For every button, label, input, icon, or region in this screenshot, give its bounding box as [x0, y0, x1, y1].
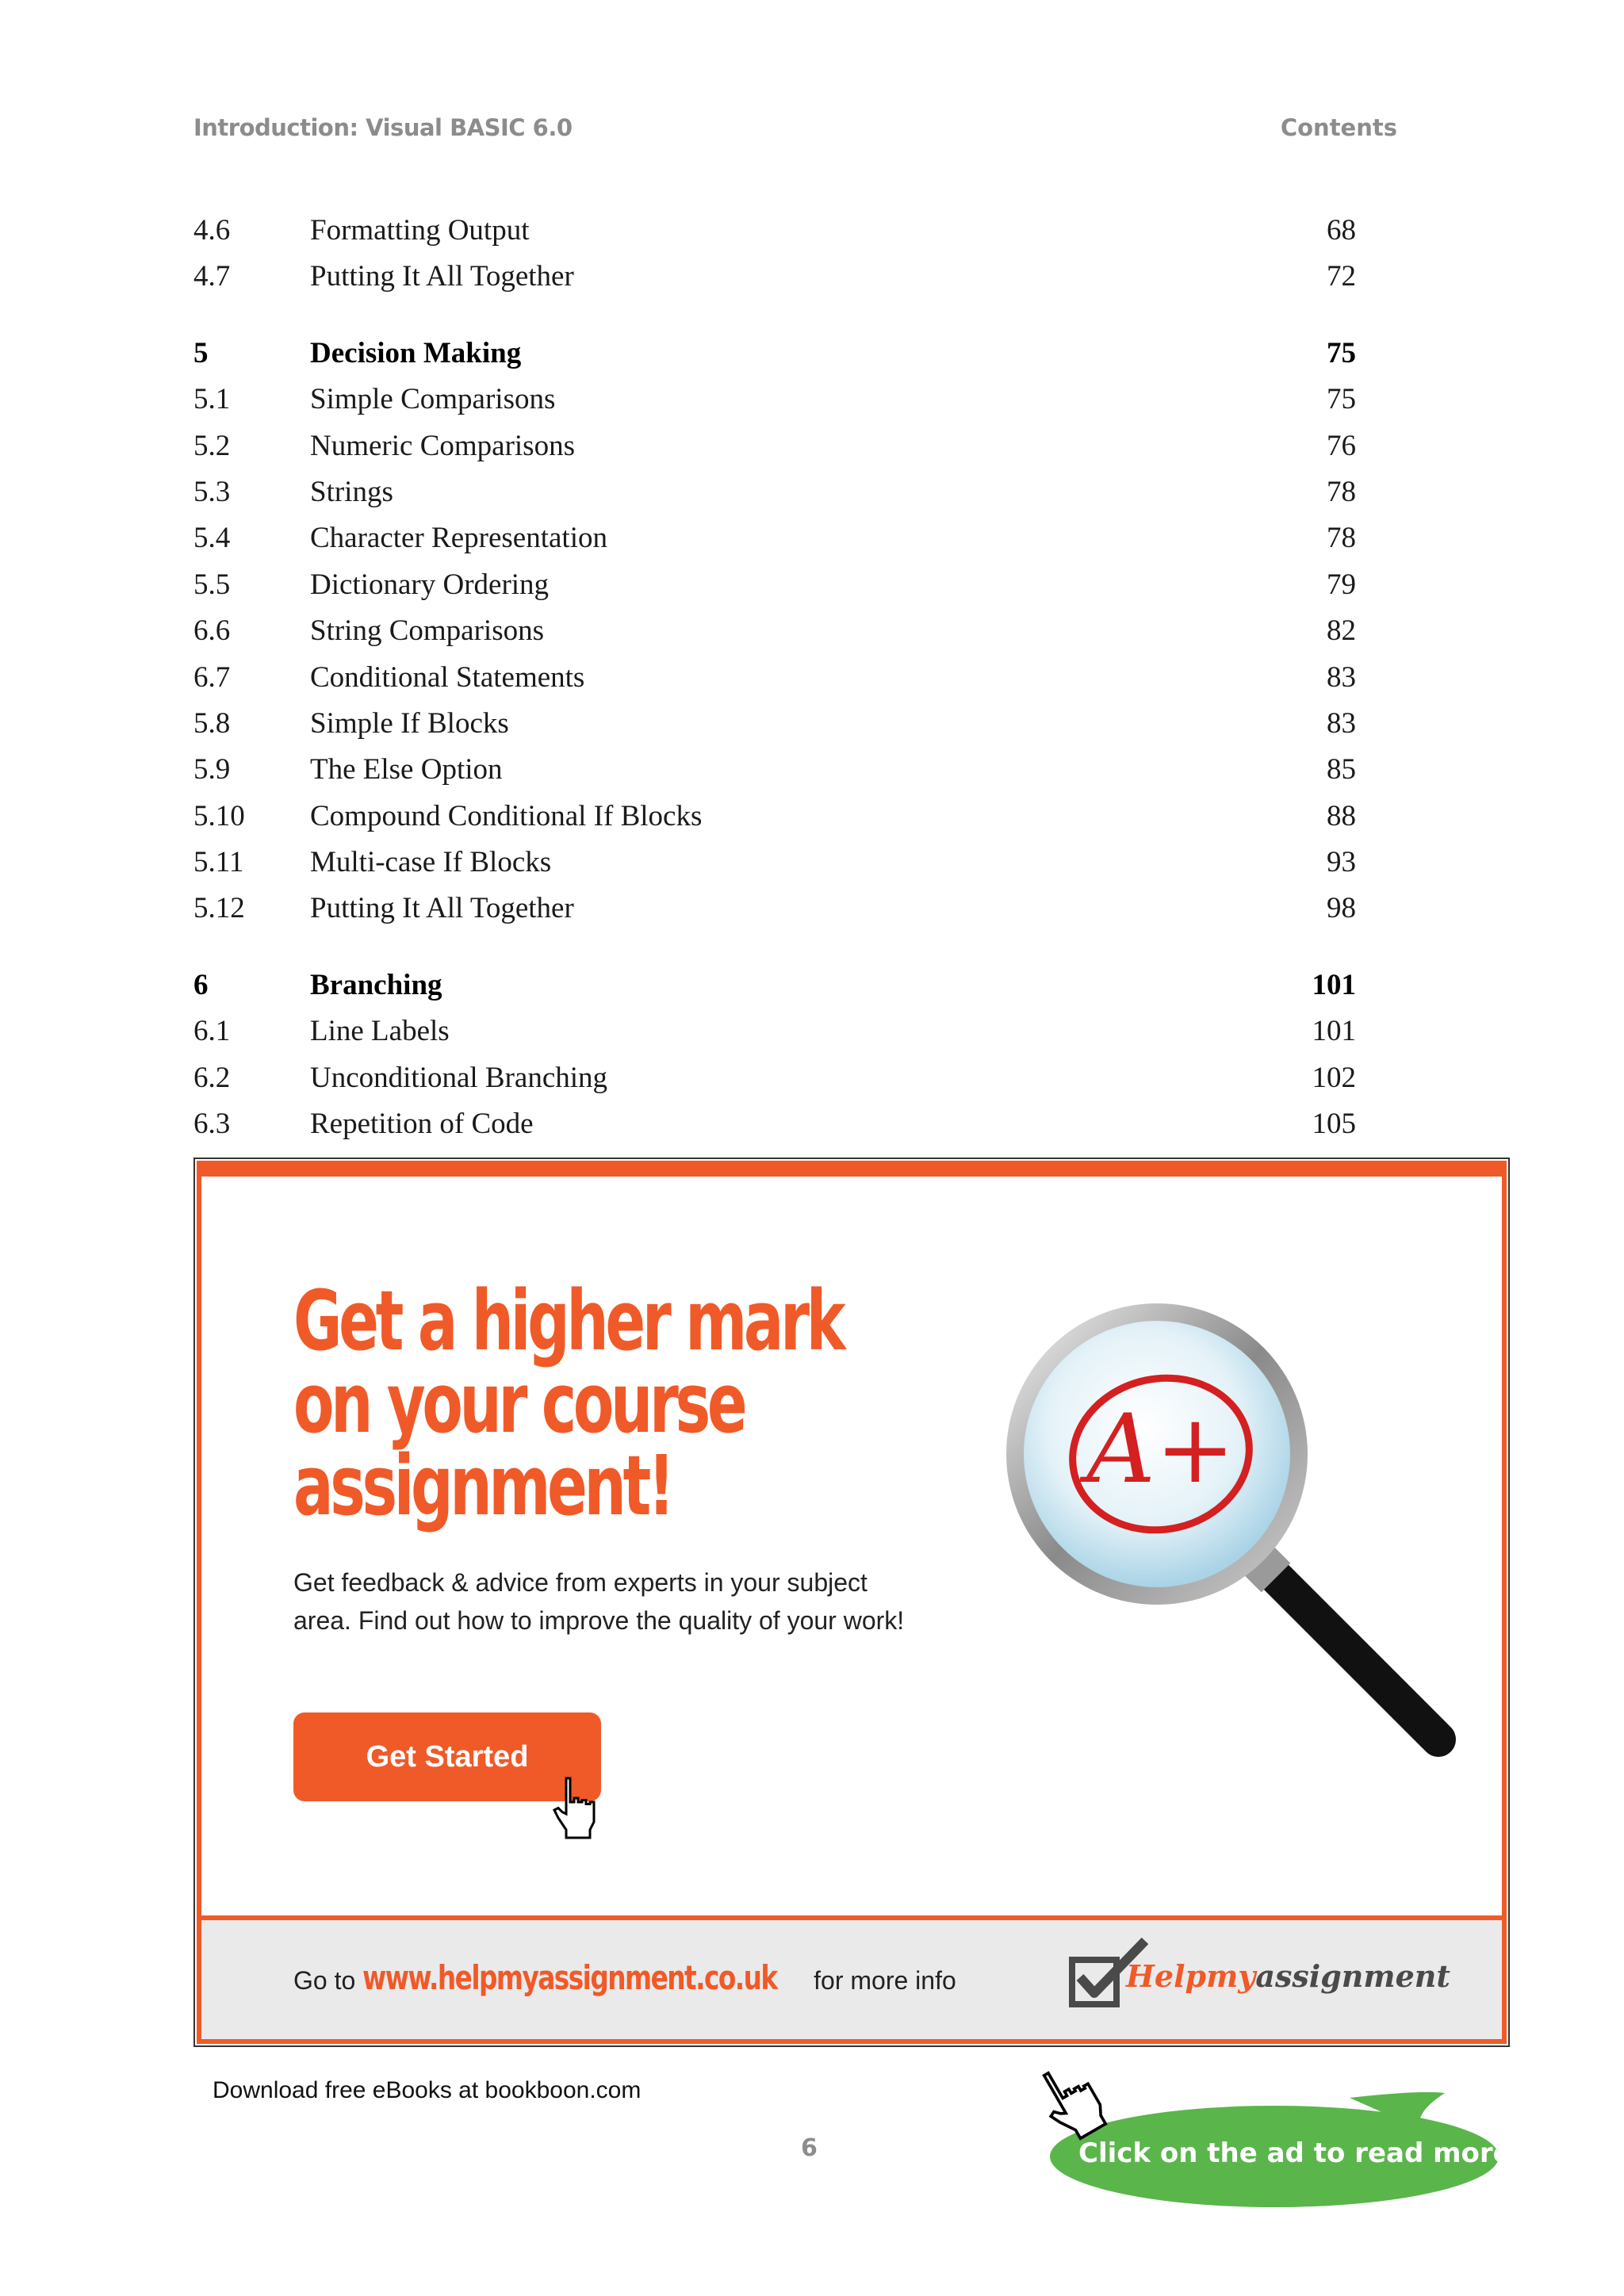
download-link[interactable]: Download free eBooks at bookboon.com — [213, 2077, 642, 2103]
toc-row[interactable] — [193, 886, 1356, 932]
magnifying-glass-icon — [998, 1295, 1466, 1771]
toc-row[interactable] — [193, 840, 1356, 886]
toc-page: 83 — [1327, 706, 1356, 740]
toc-number: 6.1 — [193, 1015, 231, 1048]
get-started-button[interactable]: Get Started — [293, 1712, 601, 1801]
grade-label: A+ — [1086, 1395, 1235, 1505]
footer-suffix: for more info — [814, 1966, 956, 1995]
ad-frame[interactable] — [197, 1161, 1507, 2044]
toc-title: Multi-case If Blocks — [310, 846, 552, 879]
toc-page: 68 — [1327, 214, 1356, 247]
toc-number: 5.4 — [193, 522, 231, 555]
ad-subtext-line: Get feedback & advice from experts in your subject — [293, 1568, 868, 1597]
toc-row[interactable] — [193, 1055, 1356, 1101]
toc-page: 82 — [1327, 614, 1356, 648]
toc-number: 6.6 — [193, 614, 231, 648]
toc-title: Putting It All Together — [310, 892, 574, 925]
toc-page: 79 — [1327, 568, 1356, 601]
toc-page: 101 — [1312, 968, 1356, 1001]
toc-page: 105 — [1312, 1108, 1356, 1141]
hand-cursor-icon — [550, 1774, 606, 1846]
ad-headline — [293, 1272, 843, 1534]
toc-title: Unconditional Branching — [310, 1061, 608, 1094]
toc-number: 5.2 — [193, 429, 231, 462]
toc-number: 6.2 — [193, 1061, 231, 1094]
book-title: Introduction: Visual BASIC 6.0 — [193, 114, 573, 141]
toc-row[interactable] — [193, 794, 1356, 840]
toc-title: Simple Comparisons — [310, 383, 556, 416]
toc-row[interactable] — [193, 423, 1356, 469]
toc-row[interactable] — [193, 254, 1356, 300]
toc-page: 101 — [1312, 1015, 1356, 1048]
toc-row[interactable] — [193, 1008, 1356, 1054]
toc-title: Line Labels — [310, 1015, 450, 1048]
helpmyassignment-link[interactable]: www.helpmyassignment.co.uk — [362, 1958, 777, 1997]
toc-title: Branching — [310, 968, 442, 1001]
toc-title: Decision Making — [310, 336, 522, 369]
toc-chapter-row[interactable] — [193, 331, 1356, 377]
brand-name — [1126, 1958, 1450, 1994]
toc-title: Strings — [310, 475, 393, 508]
ad-headline-line: on your course — [293, 1355, 745, 1452]
toc-page: 83 — [1327, 660, 1356, 694]
toc-page: 75 — [1327, 336, 1356, 369]
brand-name-part: Helpmy — [1126, 1958, 1256, 1994]
toc-number: 5 — [193, 336, 209, 369]
toc-title: Putting It All Together — [310, 260, 574, 293]
advertisement[interactable] — [193, 1158, 1510, 2047]
toc-title: Dictionary Ordering — [310, 568, 550, 601]
toc-page: 88 — [1327, 799, 1356, 832]
toc-number: 5.9 — [193, 753, 231, 786]
section-label: Contents — [1280, 114, 1397, 141]
page-number: 6 — [801, 2134, 818, 2162]
ad-subtext — [293, 1563, 1007, 1640]
brand-name-part: assignment — [1255, 1958, 1450, 1994]
toc-row[interactable] — [193, 747, 1356, 793]
toc-number: 4.6 — [193, 214, 231, 247]
toc-number: 5.3 — [193, 475, 231, 508]
toc-row[interactable] — [193, 655, 1356, 701]
helpmyassignment-logo — [1066, 1936, 1450, 2015]
table-of-contents — [193, 208, 1356, 1147]
toc-title: Numeric Comparisons — [310, 429, 575, 462]
toc-row[interactable] — [193, 469, 1356, 515]
page-header — [193, 114, 1431, 149]
read-more-label[interactable]: Click on the ad to read more — [1078, 2137, 1511, 2169]
toc-number: 5.11 — [193, 846, 244, 879]
toc-title: Formatting Output — [310, 214, 530, 247]
toc-title: String Comparisons — [310, 614, 544, 648]
toc-row[interactable] — [193, 608, 1356, 654]
toc-number: 6.7 — [193, 660, 231, 694]
ad-subtext-line: area. Find out how to improve the quality of your work! — [293, 1606, 905, 1635]
toc-page: 76 — [1327, 429, 1356, 462]
ad-headline-line: assignment! — [293, 1437, 672, 1534]
toc-page: 78 — [1327, 475, 1356, 508]
toc-page: 78 — [1327, 522, 1356, 555]
toc-title: Conditional Statements — [310, 660, 585, 694]
toc-row[interactable] — [193, 701, 1356, 747]
ad-headline-line: Get a higher mark — [293, 1272, 843, 1369]
toc-title: Repetition of Code — [310, 1108, 534, 1141]
toc-row[interactable] — [193, 562, 1356, 608]
toc-row[interactable] — [193, 377, 1356, 423]
toc-page: 85 — [1327, 753, 1356, 786]
ad-footer — [201, 1915, 1502, 2039]
toc-page: 98 — [1327, 892, 1356, 925]
toc-row[interactable] — [193, 1101, 1356, 1147]
toc-number: 5.10 — [193, 799, 245, 832]
toc-number: 5.5 — [193, 568, 231, 601]
toc-title: Simple If Blocks — [310, 706, 509, 740]
toc-title: The Else Option — [310, 753, 503, 786]
toc-number: 5.8 — [193, 706, 231, 740]
hand-cursor-icon — [1040, 2058, 1112, 2145]
toc-page: 102 — [1312, 1061, 1356, 1094]
toc-page: 93 — [1327, 846, 1356, 879]
toc-page: 75 — [1327, 383, 1356, 416]
toc-number: 5.12 — [193, 892, 245, 925]
toc-number: 4.7 — [193, 260, 231, 293]
toc-page: 72 — [1327, 260, 1356, 293]
toc-row[interactable] — [193, 515, 1356, 561]
toc-number: 6 — [193, 968, 209, 1001]
toc-title: Character Representation — [310, 522, 607, 555]
footer-prefix: Go to — [293, 1966, 356, 1995]
toc-chapter-row[interactable] — [193, 962, 1356, 1008]
ad-footer-text — [293, 1958, 956, 1997]
toc-title: Compound Conditional If Blocks — [310, 799, 703, 832]
toc-row[interactable] — [193, 208, 1356, 254]
toc-number: 6.3 — [193, 1108, 231, 1141]
toc-number: 5.1 — [193, 383, 231, 416]
